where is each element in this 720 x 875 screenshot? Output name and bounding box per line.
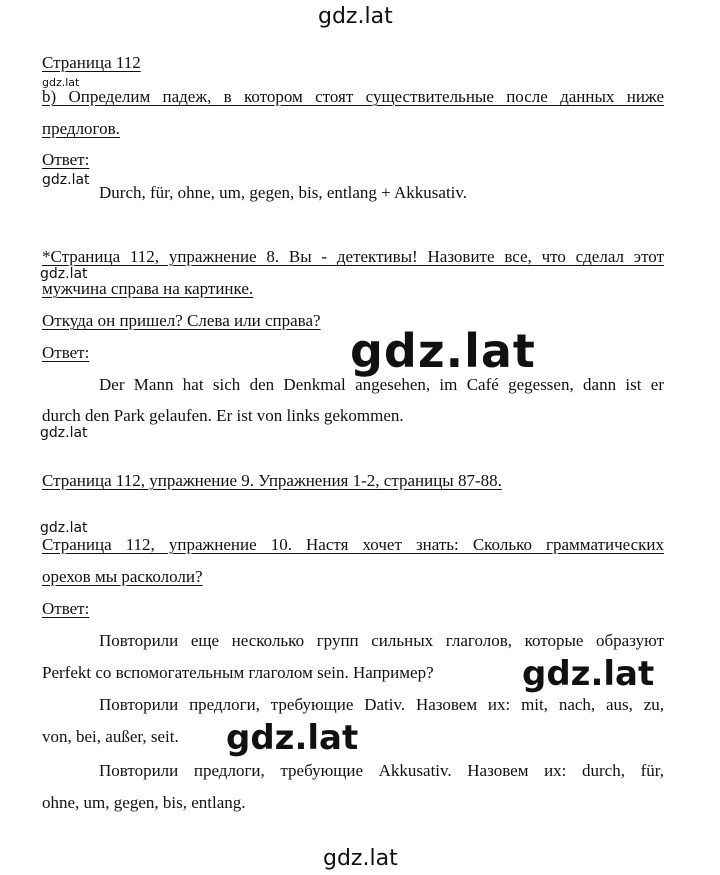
watermark-big-left: gdz.lat bbox=[226, 718, 359, 758]
watermark-small-4: gdz.lat bbox=[40, 425, 88, 441]
section-4-p2-line-2: von, bei, außer, seit. bbox=[42, 727, 179, 746]
section-4-p1-line-2: Perfekt со вспомогательным глаголом sein. Например? bbox=[42, 663, 434, 682]
section-2-answer-label: Ответ: bbox=[42, 343, 90, 362]
watermark-small-5: gdz.lat bbox=[40, 520, 88, 536]
section-2-task-line-1: *Страница 112, упражнение 8. Вы - детективы! Назовите все, что сделал этот bbox=[42, 247, 664, 266]
watermark-big-right: gdz.lat bbox=[522, 654, 655, 694]
section-1-heading: Страница 112 bbox=[42, 53, 141, 72]
section-4-p1-line-1: Повторили еще несколько групп сильных глаголов, которые образуют bbox=[99, 631, 664, 650]
section-4-task-line-2: орехов мы раскололи? bbox=[42, 567, 203, 586]
watermark-small-inline: gdz.lat bbox=[42, 76, 80, 89]
section-4-answer-label: Ответ: bbox=[42, 599, 90, 618]
section-1-answer-label: Ответ: bbox=[42, 150, 90, 169]
section-2-answer-line-1: Der Mann hat sich den Denkmal angesehen, im Café gegessen, dann ist er bbox=[99, 375, 664, 394]
watermark-big-center: gdz.lat bbox=[350, 324, 536, 378]
section-1-task-line-1: b) Определим падеж, в котором стоят существительные после данных ниже bbox=[42, 87, 664, 106]
watermark-top: gdz.lat bbox=[318, 4, 393, 29]
section-1-task-line-2: предлогов. bbox=[42, 119, 120, 138]
watermark-small-2: gdz.lat bbox=[42, 172, 90, 188]
section-3-task-line-1: Страница 112, упражнение 9. Упражнения 1-2, страницы 87-88. bbox=[42, 471, 502, 490]
section-4-p3-line-2: ohne, um, gegen, bis, entlang. bbox=[42, 793, 246, 812]
section-4-p2-line-1: Повторили предлоги, требующие Dativ. Назовем их: mit, nach, aus, zu, bbox=[99, 695, 664, 714]
section-2-answer-line-2: durch den Park gelaufen. Er ist von links gekommen. bbox=[42, 406, 404, 425]
section-2-task-line-3: Откуда он пришел? Слева или справа? bbox=[42, 311, 321, 330]
watermark-bottom: gdz.lat bbox=[323, 846, 398, 871]
section-1-answer-text: Durch, für, ohne, um, gegen, bis, entlang + Akkusativ. bbox=[99, 183, 468, 202]
section-2-task-line-2: мужчина справа на картинке. bbox=[42, 279, 254, 298]
watermark-small-3: gdz.lat bbox=[40, 266, 88, 282]
section-4-task-line-1: Страница 112, упражнение 10. Настя хочет знать: Сколько грамматических bbox=[42, 535, 664, 554]
section-4-p3-line-1: Повторили предлоги, требующие Akkusativ. Назовем их: durch, für, bbox=[99, 761, 664, 780]
